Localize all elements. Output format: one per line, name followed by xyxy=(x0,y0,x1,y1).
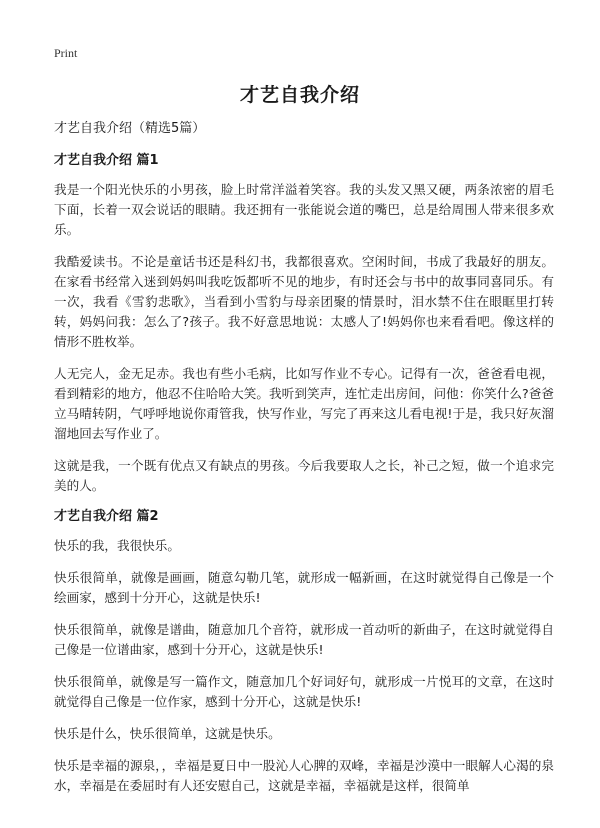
page-title: 才艺自我介绍 xyxy=(239,84,360,106)
paragraph: 快乐很简单，就像是写一篇作文，随意加几个好词好句，就形成一片悦耳的文章，在这时就觉得自己像是一位作家，感到十分开心，这就是快乐! xyxy=(54,674,554,709)
paragraph: 快乐是幸福的源泉，，幸福是夏日中一股沁人心脾的双峰，幸福是沙漠中一眼解人心渴的泉水，幸福是在委屈时有人还安慰自己，这就是幸福，幸福就是这样，很简单 xyxy=(54,758,554,793)
section-heading: 才艺自我介绍 篇1 xyxy=(54,153,159,168)
paragraph: 人无完人，金无足赤。我也有些小毛病，比如写作业不专心。记得有一次，爸爸看电视，看到精彩的地方，他忍不住哈哈大笑。我听到笑声，连忙走出房间，问他：你笑什么?爸爸立马晴转阴，气呼呼地说你甭管我，快写作业，写完了再来这儿看电视!于是，我只好灰溜溜地回去写作业了。 xyxy=(54,366,554,441)
paragraph: 这就是我，一个既有优点又有缺点的男孩。今后我要取人之长，补己之短，做一个追求完美的人。 xyxy=(54,458,554,493)
paragraph: 我是一个阳光快乐的小男孩，脸上时常洋溢着笑容。我的头发又黑又硬，两条浓密的眉毛下面，长着一双会说话的眼睛。我还拥有一张能说会道的嘴巴，总是给周围人带来很多欢乐。 xyxy=(54,182,554,237)
document-body xyxy=(54,120,554,808)
paragraph: 我酷爱读书。不论是童话书还是科幻书，我都很喜欢。空闲时间，书成了我最好的朋友。在家看书经常入迷到妈妈叫我吃饭都听不见的地步，有时还会与书中的故事同喜同乐。有一次，我看《雪豹悲歌》，当看到小雪豹与母亲团聚的情景时，泪水禁不住在眼眶里打转转，妈妈问我：怎么了?孩子。我不好意思地说：太感人了!妈妈你也来看看吧。像这样的情形不胜枚举。 xyxy=(54,254,554,349)
section-1 xyxy=(54,152,554,496)
paragraph: 快乐是什么，快乐很简单，这就是快乐。 xyxy=(54,726,281,741)
section-heading: 才艺自我介绍 篇2 xyxy=(54,509,159,524)
paragraph: 快乐的我，我很快乐。 xyxy=(54,538,180,553)
section-2 xyxy=(54,508,554,796)
paragraph: 快乐很简单，就像是画画，随意勾勒几笔，就形成一幅新画，在这时就觉得自己像是一个绘画家，感到十分开心，这就是快乐! xyxy=(54,570,554,605)
document-subtitle: 才艺自我介绍（精选5篇） xyxy=(54,121,206,136)
paragraph: 快乐很简单，就像是谱曲，随意加几个音符，就形成一首动听的新曲子，在这时就觉得自己像是一位谱曲家，感到十分开心，这就是快乐! xyxy=(54,622,554,657)
print-label[interactable]: Print xyxy=(54,46,78,60)
